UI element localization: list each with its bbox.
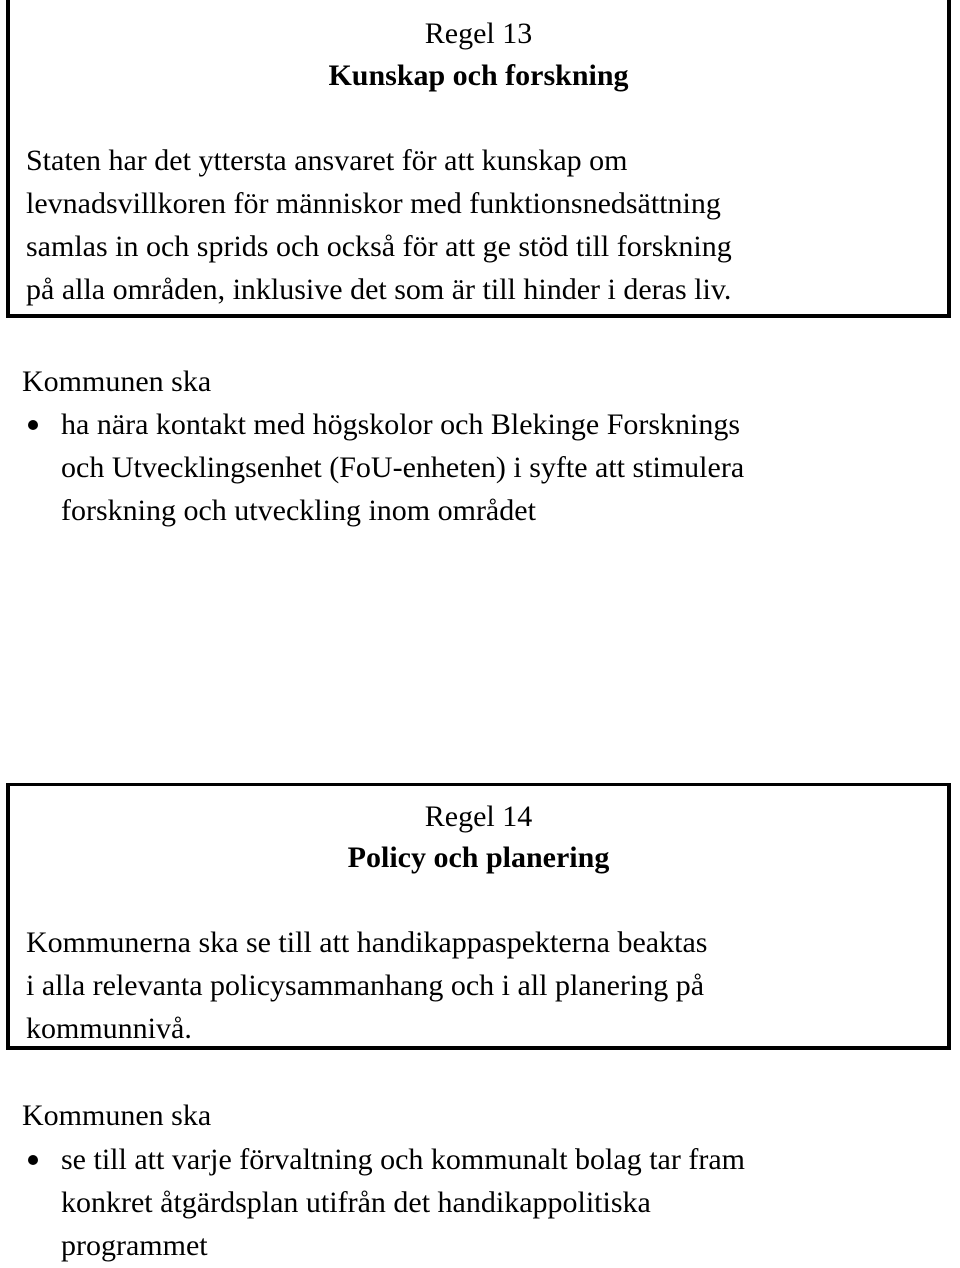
section-1-lead: Kommunen ska <box>22 365 212 398</box>
rule-14-number: Regel 14 <box>424 800 533 833</box>
rule-13-body-line: Staten har det yttersta ansvaret för att kunskap om <box>26 144 628 177</box>
rule-14-body-line: Kommunerna ska se till att handikappaspekterna beaktas <box>26 926 708 959</box>
rule-13-body-line: på alla områden, inklusive det som är till hinder i deras liv. <box>26 273 732 306</box>
section-2-bullet-line: se till att varje förvaltning och kommunalt bolag tar fram <box>61 1143 745 1176</box>
rule-14-body-line: kommunnivå. <box>26 1012 192 1045</box>
rule-13-title: Kunskap och forskning <box>328 59 629 92</box>
section-2-lead: Kommunen ska <box>22 1099 212 1132</box>
section-2-bullet-line: programmet <box>61 1229 208 1262</box>
section-1-bullet-text <box>61 403 744 532</box>
rule-14-body <box>26 921 937 1050</box>
bullet-icon <box>28 420 38 430</box>
rule-13-body <box>26 139 937 311</box>
section-2-bullet-line: konkret åtgärdsplan utifrån det handikappolitiska <box>61 1186 651 1219</box>
rule-13-box <box>6 0 951 318</box>
section-2-bullet-text <box>61 1138 745 1267</box>
section-1-bullet-line: forskning och utveckling inom området <box>61 494 536 527</box>
rule-14-title: Policy och planering <box>347 841 610 874</box>
rule-14-body-line: i alla relevanta policysammanhang och i all planering på <box>26 969 705 1002</box>
rule-14-box <box>6 783 951 1050</box>
rule-13-body-line: levnadsvillkoren för människor med funktionsnedsättning <box>26 187 721 220</box>
rule-13-number: Regel 13 <box>424 17 533 50</box>
rule-13-body-line: samlas in och sprids och också för att ge stöd till forskning <box>26 230 732 263</box>
section-1-bullet-line: ha nära kontakt med högskolor och Blekinge Forsknings <box>61 408 741 441</box>
bullet-icon <box>28 1155 38 1165</box>
section-1-bullet-line: och Utvecklingsenhet (FoU-enheten) i syfte att stimulera <box>61 451 745 484</box>
